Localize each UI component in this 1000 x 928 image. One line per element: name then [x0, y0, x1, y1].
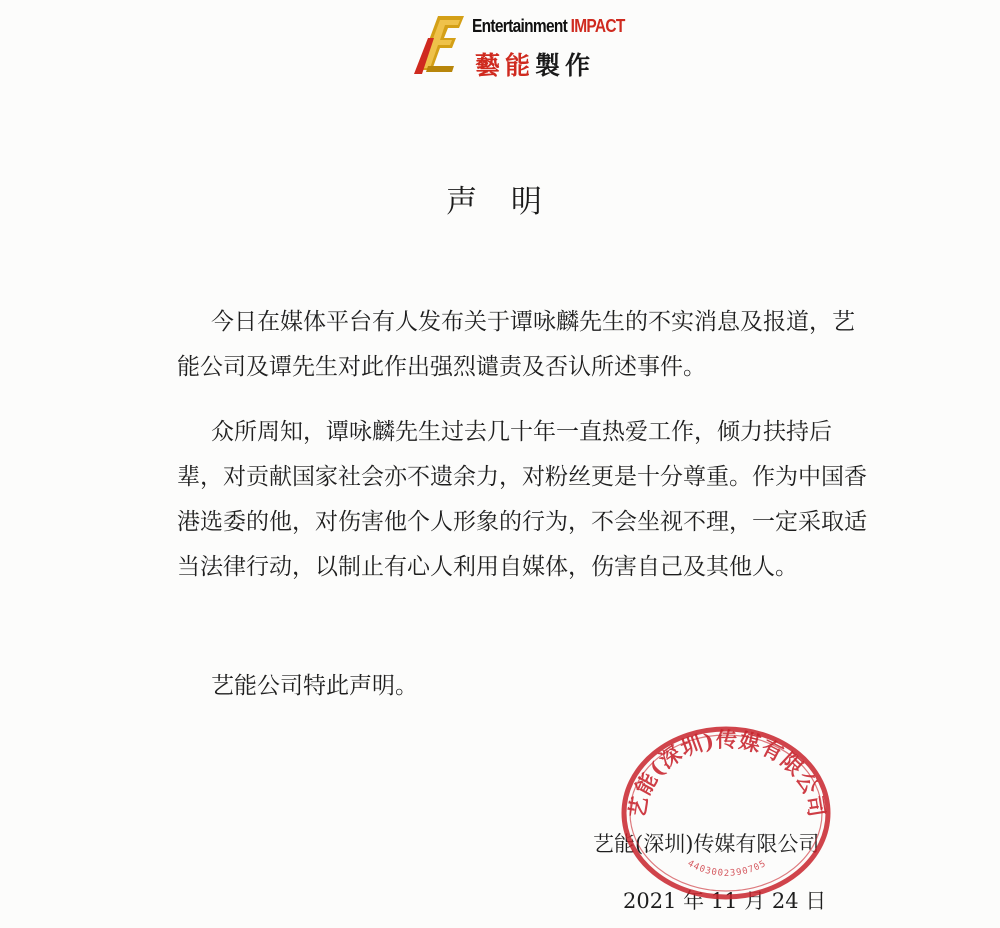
company-seal-stamp [613, 717, 838, 902]
seal-text: 艺能(深圳)传媒有限公司 [624, 727, 830, 820]
statement-paragraph: 今日在媒体平台有人发布关于谭咏麟先生的不实消息及报道，艺能公司及谭先生对此作出强烈谴责及否认所述事件。 [177, 309, 855, 380]
logo-mark-icon [412, 10, 472, 78]
svg-text:艺能(深圳)传媒有限公司 [624, 727, 829, 819]
brand-name-english: Entertainment IMPACT [472, 16, 625, 36]
seal-number: 4403002390705 [685, 858, 769, 879]
signature-date: 2021 年 11 月 24 日 [623, 889, 827, 913]
closing-paragraph: 艺能公司特此声明。 [211, 673, 418, 699]
signature-company: 艺能(深圳)传媒有限公司 [593, 832, 820, 856]
statement-paragraph: 众所周知，谭咏麟先生过去几十年一直热爱工作，倾力扶持后辈，对贡献国家社会亦不遗余力，对粉丝更是十分尊重。作为中国香港选委的他，对伤害他个人形象的行为，不会坐视不理，一定采取适当法律行动，以制止有心人利用自媒体，伤害自己及其他人。 [177, 419, 867, 580]
brand-name-chinese: 藝能製作 [475, 51, 596, 80]
svg-text:4403002390705 [686, 859, 769, 879]
company-logo [412, 10, 627, 82]
page-title: 声 明 [446, 184, 554, 220]
